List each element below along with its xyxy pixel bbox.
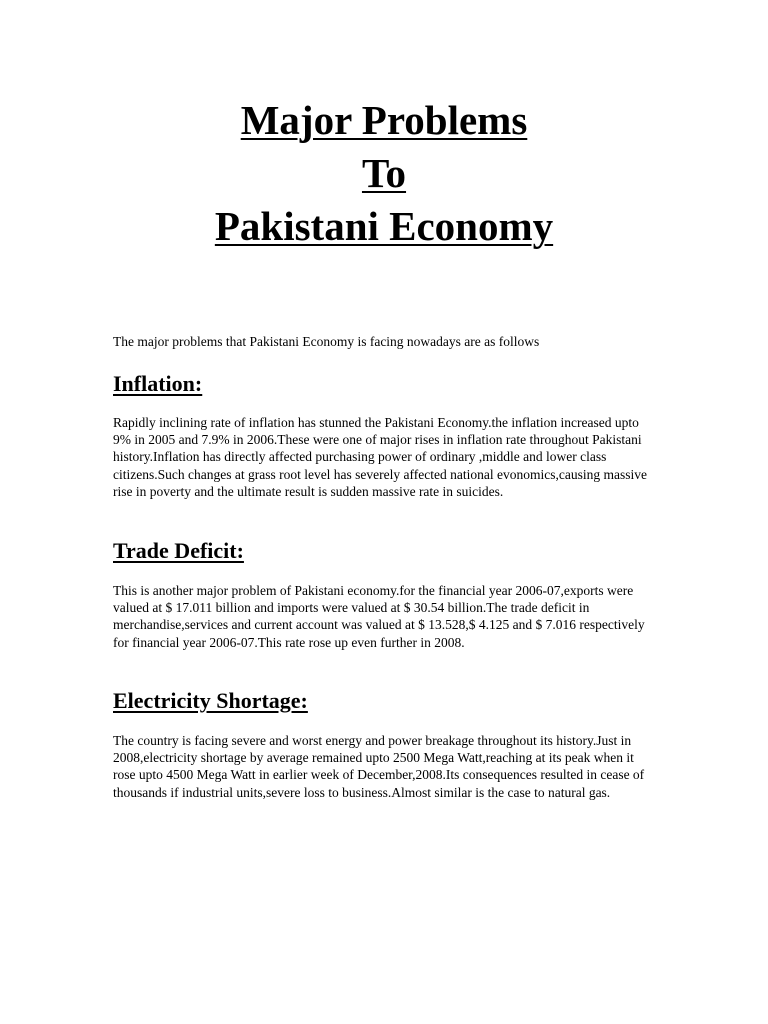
section-heading-inflation: Inflation:	[113, 371, 203, 396]
title-line-2: To	[361, 150, 407, 196]
section-body-electricity-shortage: The country is facing severe and worst energy and power breakage throughout its history.Just in 2008,electricity shortage by average remained upto 2500 Mega Watt,reaching at its peak when it rose upto 4500 Mega Watt in earlier week of December,2008.Its consequences resulted in cease of thousands if industrial units,severe loss to business.Almost similar is the case to natural gas.	[113, 733, 645, 800]
section-heading-trade-deficit: Trade Deficit:	[113, 538, 244, 563]
intro-paragraph: The major problems that Pakistani Economy is facing nowadays are as follows	[113, 334, 540, 349]
section-heading-electricity-shortage: Electricity Shortage:	[113, 688, 308, 713]
title-line-1: Major Problems	[240, 97, 528, 143]
title-line-3: Pakistani Economy	[214, 203, 554, 249]
document-title	[0, 94, 768, 253]
section-body-inflation: Rapidly inclining rate of inflation has stunned the Pakistani Economy.the inflation increased upto 9% in 2005 and 7.9% in 2006.These were one of major rises in inflation rate throughout Pakistani history.Inflation has directly affected purchasing power of ordinary ,middle and lower class citizens.Such changes at grass root level has severely affected national evonomics,causing massive rise in poverty and the ultimate result is sudden massive rate in suicides.	[113, 415, 647, 499]
section-body-trade-deficit: This is another major problem of Pakistani economy.for the financial year 2006-07,exports were valued at $ 17.011 billion and imports were valued at $ 30.54 billion.The trade deficit in merchandise,services and current account was valued at $ 13.528,$ 4.125 and $ 7.016 respectively for financial year 2006-07.This rate rose up even further in 2008.	[113, 583, 645, 650]
